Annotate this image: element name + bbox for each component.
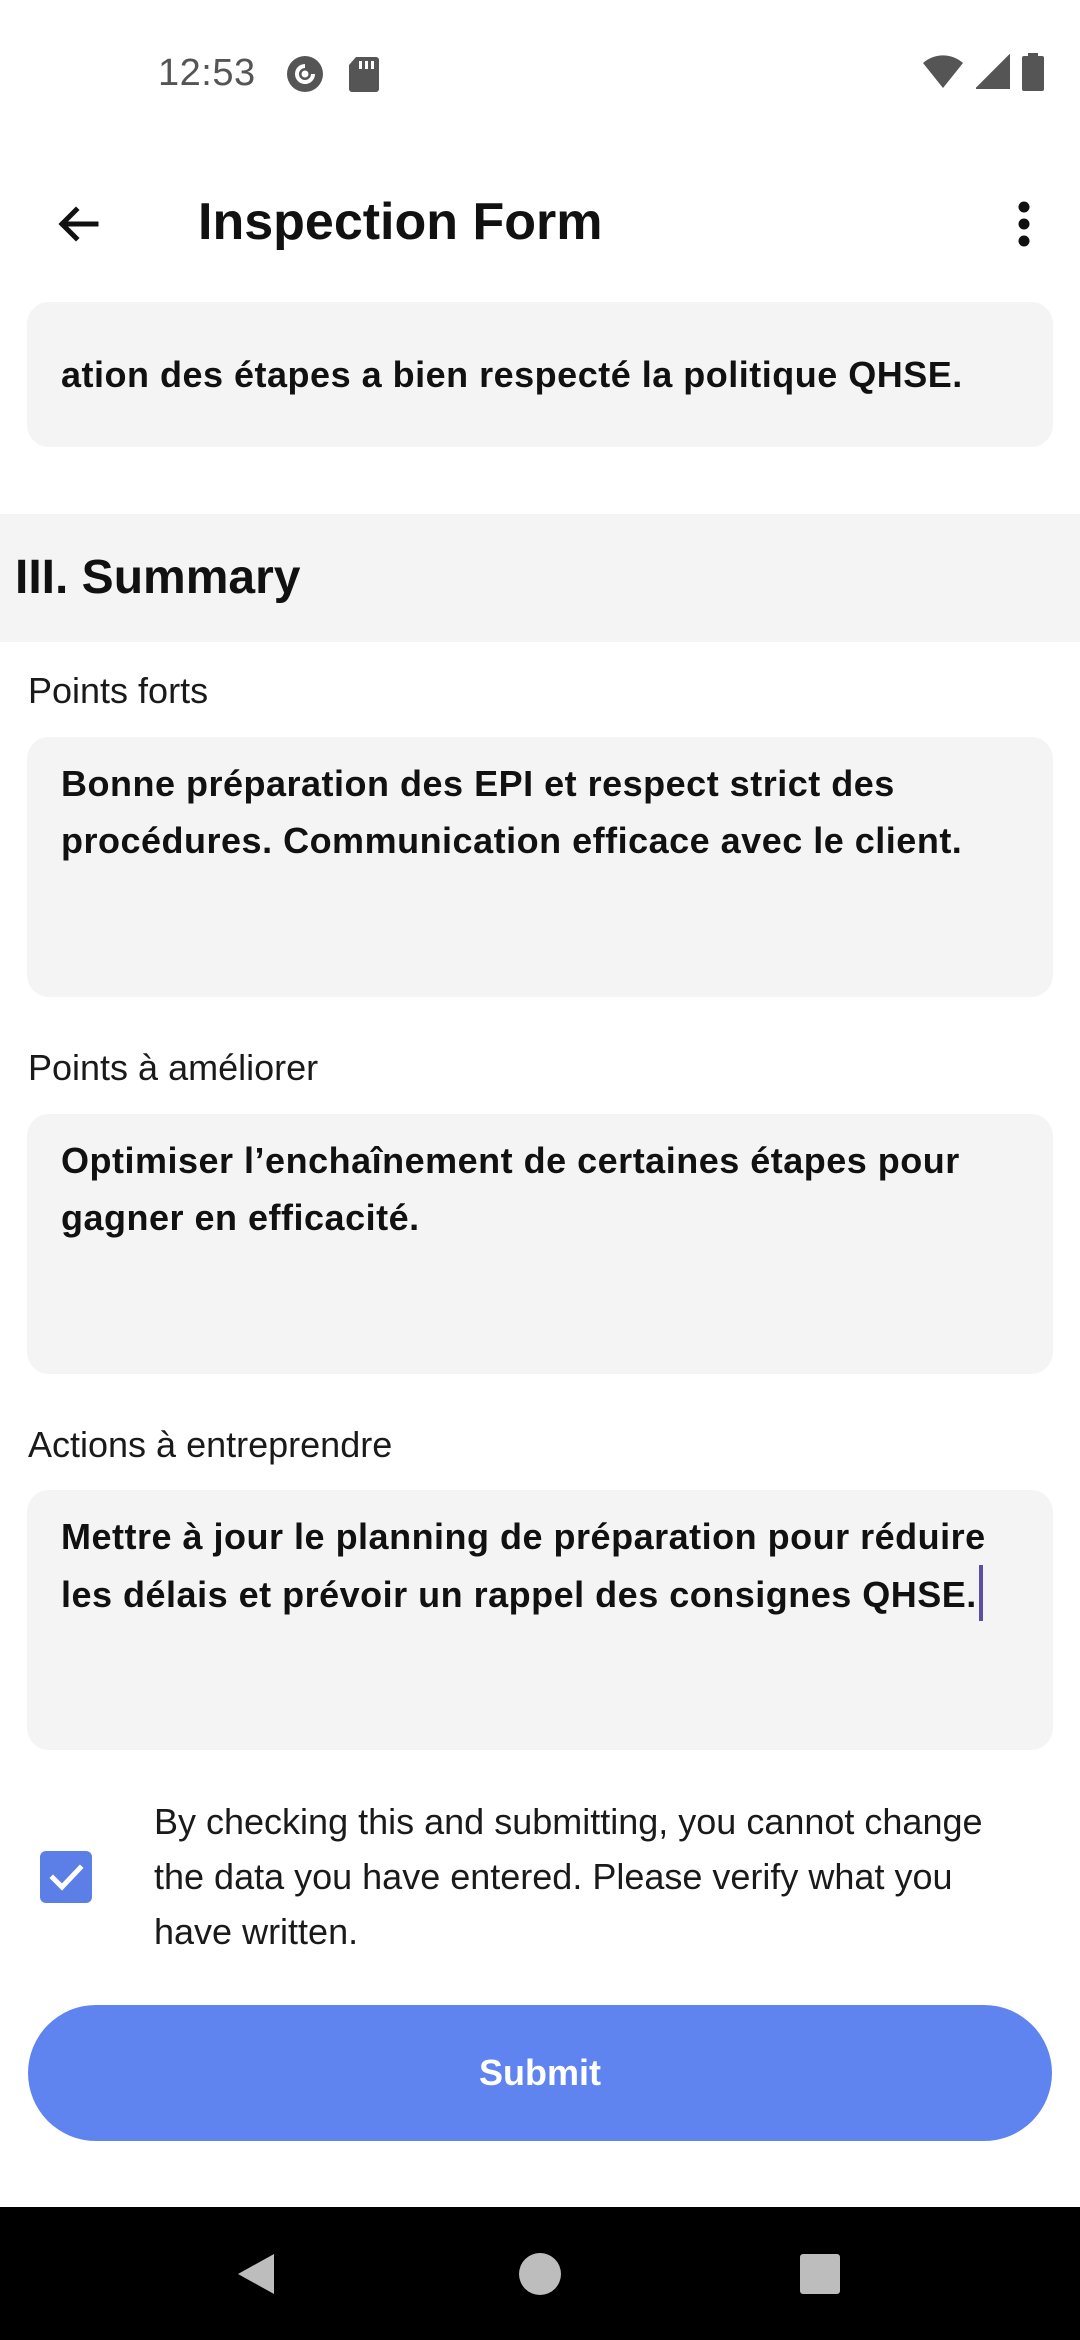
nav-back-icon bbox=[234, 2250, 278, 2298]
signal-icon bbox=[976, 54, 1010, 95]
nav-recents-button[interactable] bbox=[760, 2207, 880, 2340]
sd-card-icon bbox=[348, 55, 386, 93]
battery-icon bbox=[1022, 53, 1044, 96]
text-cursor bbox=[979, 1565, 983, 1621]
nav-home-icon bbox=[518, 2252, 562, 2296]
section-title: III. Summary bbox=[15, 551, 301, 604]
points-ameliorer-input[interactable] bbox=[27, 1114, 1053, 1374]
points-forts-value: Bonne préparation des EPI et respect strict des procédures. Communication efficace avec le client. bbox=[61, 763, 963, 861]
consent-checkbox[interactable] bbox=[40, 1851, 92, 1903]
actions-entreprendre-input[interactable] bbox=[27, 1490, 1053, 1750]
pocket-casts-icon bbox=[286, 55, 324, 93]
system-navigation-bar bbox=[0, 2207, 1080, 2340]
checkmark-icon bbox=[46, 1857, 86, 1897]
points-ameliorer-label: Points à améliorer bbox=[28, 1047, 319, 1088]
points-forts-input[interactable] bbox=[27, 737, 1053, 997]
consent-text: By checking this and submitting, you cannot change the data you have entered. Please verify what you have written. bbox=[154, 1801, 983, 1952]
wifi-icon bbox=[922, 54, 964, 95]
status-time: 12:53 bbox=[158, 52, 256, 94]
points-forts-label: Points forts bbox=[28, 670, 209, 711]
more-vert-icon bbox=[1016, 200, 1032, 248]
page-title: Inspection Form bbox=[198, 193, 603, 251]
points-ameliorer-value: Optimiser l’enchaînement de certaines étapes pour gagner en efficacité. bbox=[61, 1140, 960, 1238]
back-button[interactable] bbox=[36, 182, 120, 266]
arrow-back-icon bbox=[54, 200, 102, 248]
previous-field-value: ation des étapes a bien respecté la politique QHSE. bbox=[61, 354, 963, 395]
submit-button[interactable]: Submit bbox=[28, 2005, 1052, 2141]
previous-field-input[interactable] bbox=[27, 302, 1053, 447]
more-options-button[interactable] bbox=[982, 182, 1066, 266]
nav-home-button[interactable] bbox=[480, 2207, 600, 2340]
section-header bbox=[0, 514, 1080, 642]
actions-entreprendre-value: Mettre à jour le planning de préparation pour réduire les délais et prévoir un rappel des consignes QHSE. bbox=[61, 1516, 986, 1615]
status-bar bbox=[0, 0, 1080, 150]
nav-recents-icon bbox=[799, 2253, 841, 2295]
app-bar bbox=[0, 170, 1080, 280]
actions-entreprendre-label: Actions à entreprendre bbox=[28, 1424, 393, 1465]
nav-back-button[interactable] bbox=[196, 2207, 316, 2340]
